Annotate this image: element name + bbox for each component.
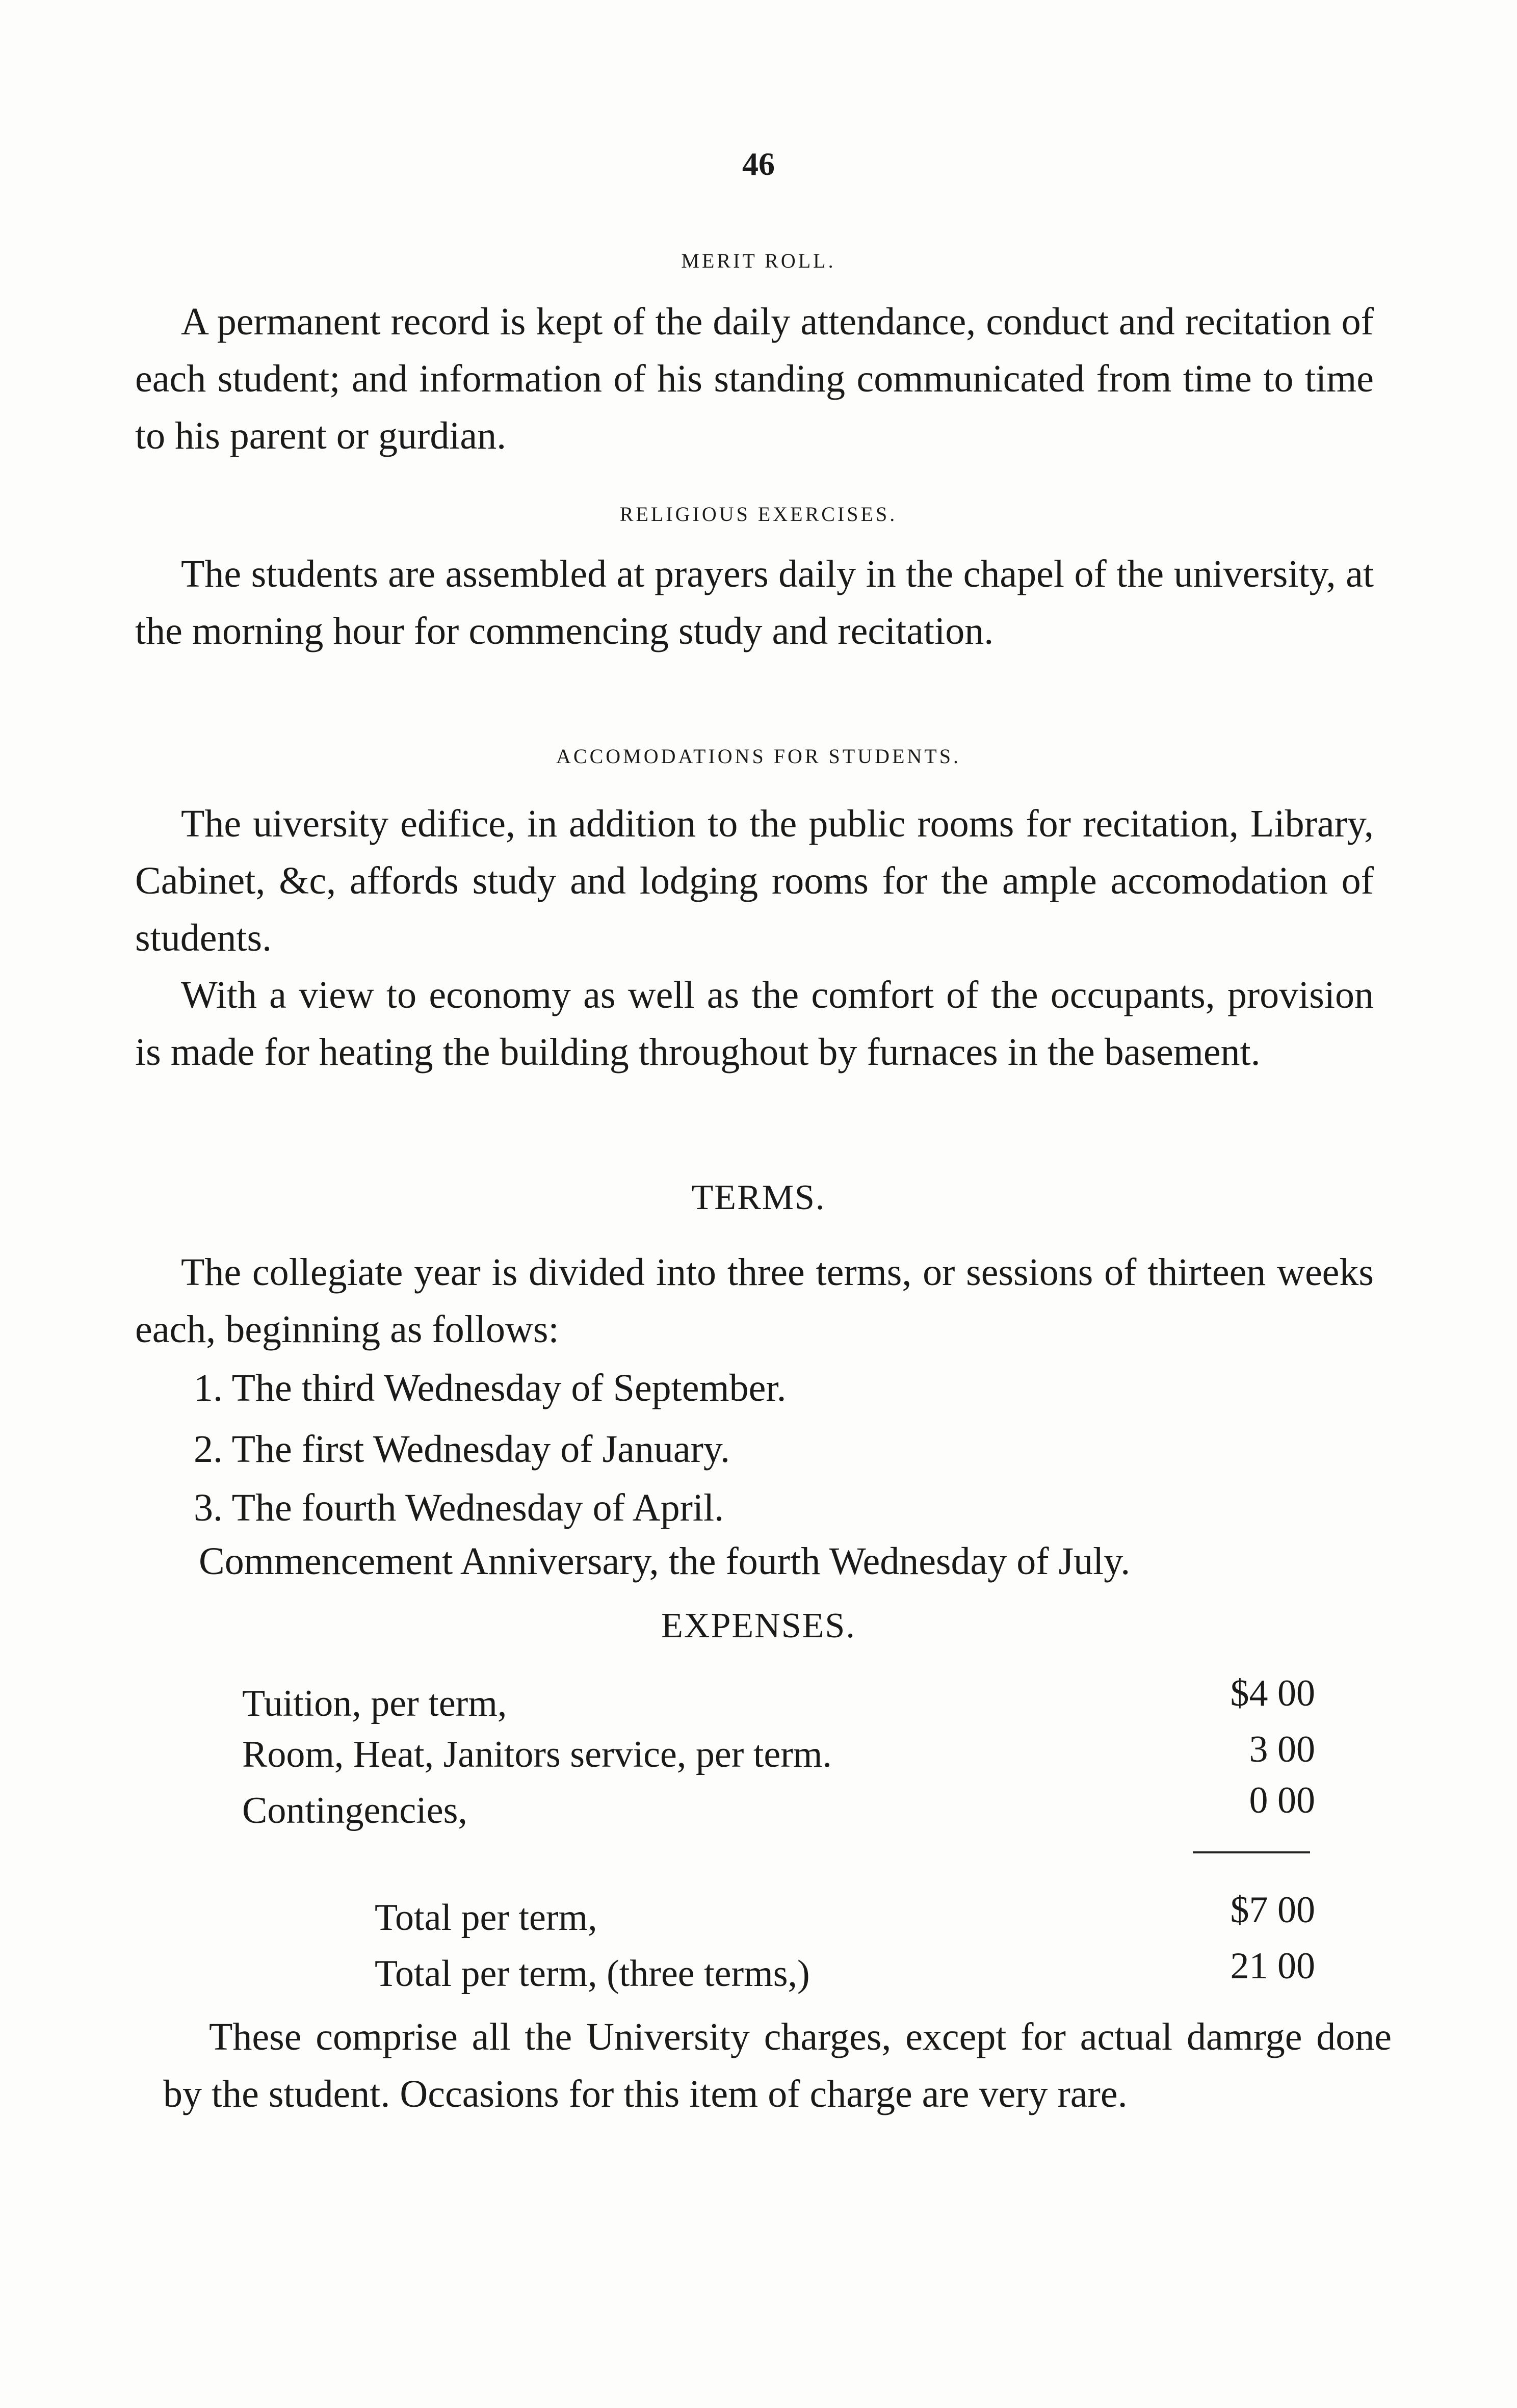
accommodations-section — [135, 795, 1374, 1081]
total-amount-three-terms: 21 00 — [1230, 1945, 1315, 1987]
expense-amount-tuition: $4 00 — [1230, 1672, 1315, 1714]
expense-label-room: Room, Heat, Janitors service, per term. — [242, 1734, 832, 1775]
accommodations-paragraph-2: With a view to economy as well as the comfort of the occupants, provision is made for heating the building throughout by furnaces in the basement. — [135, 974, 1374, 1074]
commencement-line: Commencement Anniversary, the fourth Wednesday of July. — [199, 1540, 1131, 1583]
total-amount-per-term: $7 00 — [1230, 1889, 1315, 1931]
terms-heading: TERMS. — [691, 1178, 826, 1217]
religious-heading: RELIGIOUS EXERCISES. — [619, 503, 898, 526]
expense-label-tuition: Tuition, per term, — [242, 1683, 507, 1724]
total-label-per-term: Total per term, — [375, 1897, 597, 1939]
merit-roll-heading: MERIT ROLL. — [681, 249, 836, 272]
religious-paragraph: The students are assembled at prayers daily in the chapel of the university, at the morning hour for commencing study and recitation. — [135, 553, 1374, 652]
accommodations-heading: ACCOMODATIONS FOR STUDENTS. — [556, 745, 961, 768]
term-item-2: 2. The first Wednesday of January. — [194, 1428, 730, 1471]
religious-section — [135, 545, 1374, 660]
expenses-note-paragraph: These comprise all the University charges, except for actual damrge done by the student. Occasions for this item of charge are very rare. — [163, 2016, 1392, 2115]
merit-roll-section — [135, 293, 1374, 464]
terms-intro-section — [135, 1244, 1374, 1358]
expenses-note-section — [163, 2008, 1392, 2123]
page-number: 46 — [742, 146, 775, 182]
term-item-1: 1. The third Wednesday of September. — [194, 1367, 787, 1409]
merit-roll-paragraph: A permanent record is kept of the daily attendance, conduct and recitation of each student; and information of his standing communicated from time to time to his parent or gurdian. — [135, 300, 1374, 457]
expenses-heading: EXPENSES. — [661, 1606, 856, 1645]
accommodations-paragraph-1: The uiversity edifice, in addition to the public rooms for recitation, Library, Cabinet, &c, affords study and lodging rooms for the ample accomodation of students. — [135, 802, 1374, 959]
total-label-three-terms: Total per term, (three terms,) — [375, 1953, 810, 1995]
expense-amount-room: 3 00 — [1249, 1729, 1315, 1770]
sum-rule — [1193, 1851, 1310, 1853]
terms-intro-paragraph: The collegiate year is divided into three terms, or sessions of thirteen weeks each, beginning as follows: — [135, 1251, 1374, 1351]
expense-label-contingencies: Contingencies, — [242, 1790, 467, 1831]
term-item-3: 3. The fourth Wednesday of April. — [194, 1486, 724, 1529]
expense-amount-contingencies: 0 00 — [1249, 1779, 1315, 1821]
